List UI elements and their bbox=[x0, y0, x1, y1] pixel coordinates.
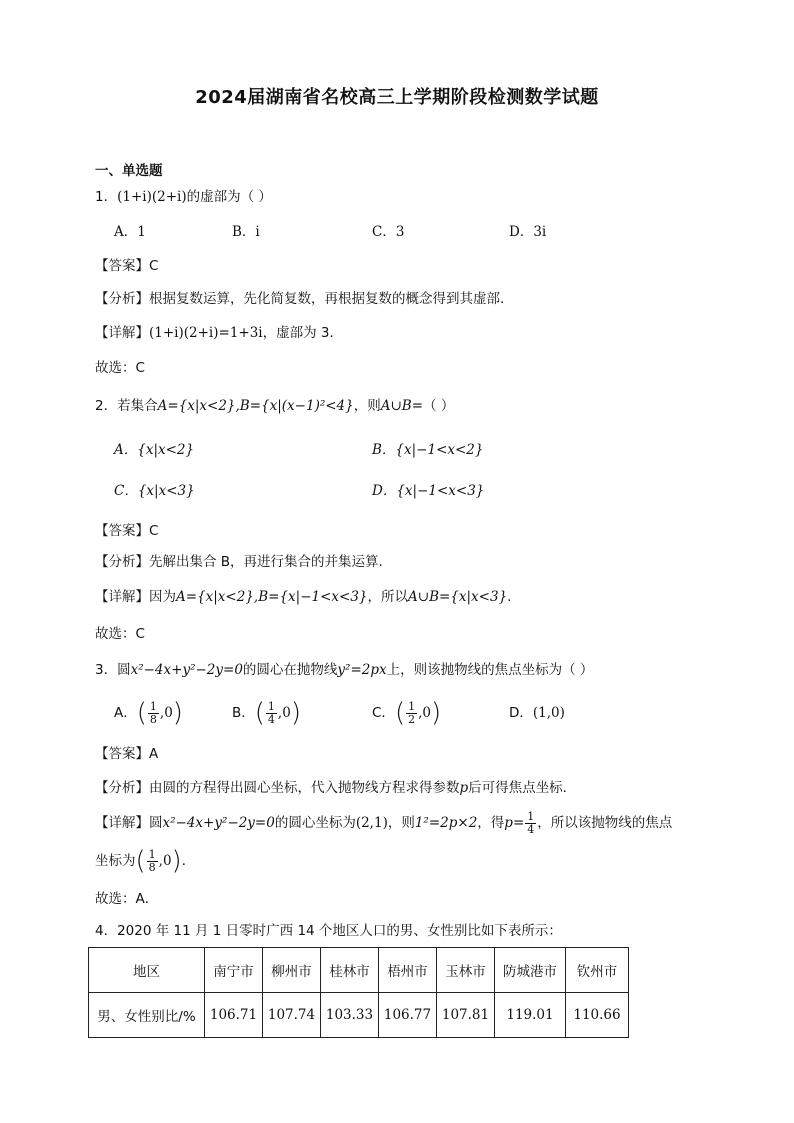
q1-analysis: 【分析】根据复数运算，先化简复数，再根据复数的概念得到其虚部. bbox=[95, 291, 505, 307]
q2-answer: 【答案】C bbox=[95, 523, 159, 539]
q3-detail: 【详解】圆x²−4x+y²−2y=0的圆心坐标为(2,1)，则1²=2p×2，得p= $\frac{1}{4}$ ，所以该抛物线的焦点 bbox=[95, 809, 673, 836]
q1-detail: 【详解】(1+i)(2+i)=1+3i，虚部为 3． bbox=[95, 325, 344, 341]
q3-option-d: D．(1,0) bbox=[509, 705, 565, 721]
table-cell: 106.71 bbox=[205, 993, 263, 1038]
q2-option-b: B．{x|−1<x<2} bbox=[372, 442, 484, 458]
q1-option-b: B．i bbox=[232, 224, 260, 240]
q1-option-d: D．3i bbox=[509, 224, 547, 240]
table-cell: 103.33 bbox=[321, 993, 379, 1038]
table-cell: 110.66 bbox=[566, 993, 629, 1038]
q2-option-d: D．{x|−1<x<3} bbox=[372, 483, 485, 499]
table-header-cell: 南宁市 bbox=[205, 948, 263, 993]
q3-option-a: A．( $\frac{1}{8}$ ,0) bbox=[114, 698, 183, 728]
table-header-cell: 防城港市 bbox=[495, 948, 566, 993]
q3-stem: 3．圆x²−4x+y²−2y=0的圆心在抛物线y²=2px上，则该抛物线的焦点坐标为（ ） bbox=[95, 662, 594, 678]
q1-math: (1+i)(2+i) bbox=[117, 189, 187, 205]
table-cell: 107.74 bbox=[263, 993, 321, 1038]
q2-detail: 【详解】因为A={x|x<2},B={x|−1<x<3}，所以A∪B={x|x<3}. bbox=[95, 589, 512, 605]
section-heading: 一、单选题 bbox=[95, 163, 163, 179]
q1-option-a: A．1 bbox=[114, 224, 146, 240]
q1-text: 的虚部为（ ） bbox=[186, 189, 272, 205]
q1-answer: 【答案】C bbox=[95, 258, 159, 274]
q2-analysis: 【分析】先解出集合 B，再进行集合的并集运算. bbox=[95, 554, 383, 570]
table-row-label: 男、女性别比/% bbox=[89, 993, 205, 1038]
q3-answer: 【答案】A bbox=[95, 746, 159, 762]
q1-number: 1． bbox=[95, 189, 118, 205]
q2-stem: 2．若集合A={x|x<2},B={x|(x−1)²<4}，则A∪B=（ ） bbox=[95, 398, 455, 414]
table-cell: 106.77 bbox=[379, 993, 437, 1038]
table-header-cell: 玉林市 bbox=[437, 948, 495, 993]
sex-ratio-table bbox=[88, 947, 629, 1038]
page-title: 2024届湖南省名校高三上学期阶段检测数学试题 bbox=[195, 87, 599, 108]
q2-option-a: A．{x|x<2} bbox=[114, 442, 195, 458]
q1-stem bbox=[95, 187, 272, 207]
table-header-cell: 柳州市 bbox=[263, 948, 321, 993]
table-header-row bbox=[89, 948, 629, 993]
q4-stem: 4．2020 年 11 月 1 日零时广西 14 个地区人口的男、女性别比如下表所示： bbox=[95, 923, 562, 939]
q3-choose: 故选：A． bbox=[95, 891, 159, 907]
table-header-cell: 钦州市 bbox=[566, 948, 629, 993]
q2-math: A={x|x<2},B={x|(x−1)²<4} bbox=[157, 398, 354, 414]
table-row bbox=[89, 993, 629, 1038]
table-header-cell: 梧州市 bbox=[379, 948, 437, 993]
q1-option-c: C．3 bbox=[372, 224, 405, 240]
q3-option-b: B．( $\frac{1}{4}$ ,0) bbox=[232, 698, 301, 728]
q3-analysis: 【分析】由圆的方程得出圆心坐标，代入抛物线方程求得参数p后可得焦点坐标． bbox=[95, 780, 577, 796]
q2-choose: 故选：C bbox=[95, 626, 145, 642]
q3-option-c: C．( $\frac{1}{2}$ ,0) bbox=[372, 698, 442, 728]
table-cell: 107.81 bbox=[437, 993, 495, 1038]
q2-option-c: C．{x|x<3} bbox=[114, 483, 195, 499]
q3-detail-line2: 坐标为( $\frac{1}{8}$ ,0)． bbox=[95, 846, 196, 876]
table-header-cell: 桂林市 bbox=[321, 948, 379, 993]
table-header-cell: 地区 bbox=[89, 948, 205, 993]
table-cell: 119.01 bbox=[495, 993, 566, 1038]
q1-choose: 故选：C bbox=[95, 360, 145, 376]
